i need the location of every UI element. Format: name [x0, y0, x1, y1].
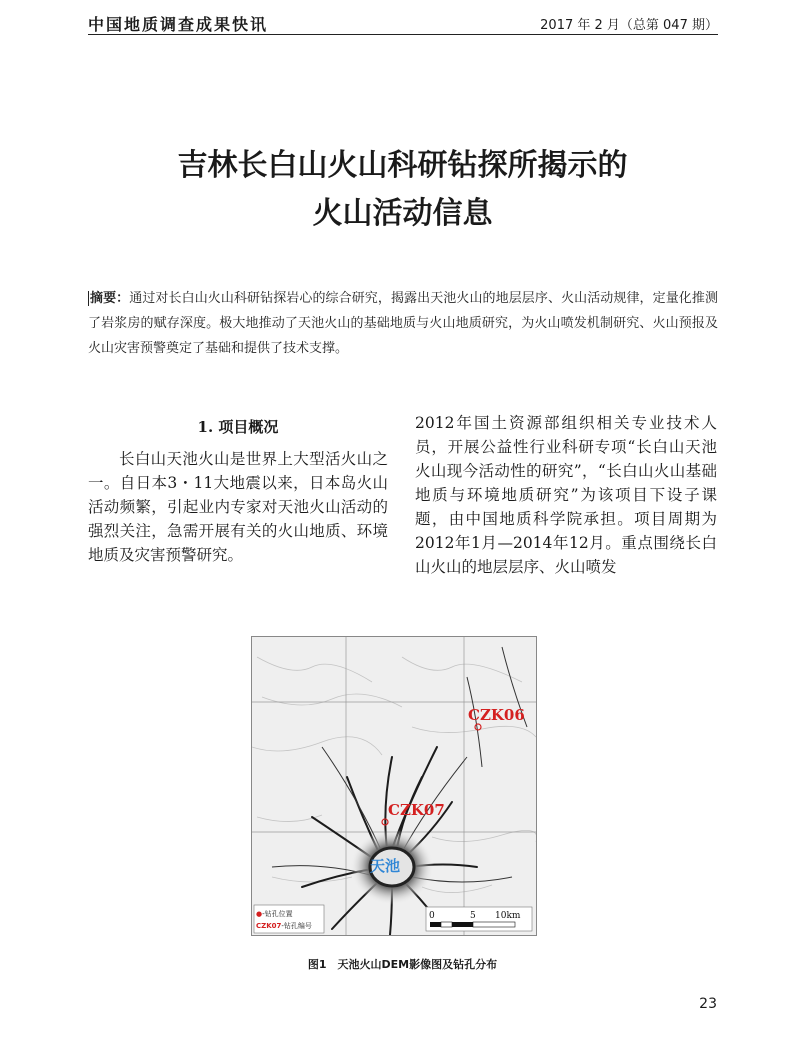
- issue-date: 2017 年 2 月（总第 047 期）: [540, 18, 718, 33]
- scale-label-10: 10km: [495, 911, 521, 921]
- journal-name: 中国地质调查成果快讯: [88, 15, 269, 34]
- scale-bar: [430, 922, 515, 927]
- figure-caption: 图1 天池火山DEM影像图及钻孔分布: [307, 958, 498, 971]
- page-header: [88, 12, 718, 35]
- dem-map-image: [252, 637, 536, 935]
- legend-code: CZK07: [256, 922, 282, 930]
- body-paragraph-1: 长白山天池火山是世界上大型活火山之一。自日本3・11大地震以来，日本岛火山活动频繁，引起业内专家对天池火山活动的强烈关注，急需开展有关的火山地质、环境地质及灾害预警研究。: [88, 450, 388, 564]
- scale-label-0: 0: [429, 911, 435, 921]
- scale-label-5: 5: [470, 911, 476, 921]
- left-column: [88, 415, 388, 567]
- abstract-label: 摘要：: [90, 291, 130, 306]
- body-paragraph-2: 2012年国土资源部组织相关专业技术人员，开展公益性行业科研专项“长白山天池火山现今活动性的研究”，“长白山火山基础地质与环境地质研究”为该项目下设子课题，由中国地质科学院承担。项目周期为2012年1月—2014年12月。重点围绕长白山火山的地层层序、火山喷发: [415, 414, 717, 576]
- dem-map-figure: [251, 636, 537, 936]
- article-title-line2: 火山活动信息: [312, 196, 493, 231]
- legend-code-text: -钻孔编号: [281, 922, 312, 930]
- abstract: [88, 286, 718, 361]
- czk07-label: CZK07: [388, 801, 445, 819]
- legend-borehole-symbol: ●: [256, 910, 263, 918]
- right-column: [415, 411, 717, 579]
- page-number: 23: [699, 996, 717, 1012]
- czk06-label: CZK06: [468, 706, 525, 724]
- article-title-line1: 吉林长白山火山科研钻探所揭示的: [177, 148, 628, 183]
- section-heading: 1. 项目概况: [197, 418, 279, 436]
- legend-borehole-text: -钻孔位置: [262, 910, 293, 918]
- abstract-text: 通过对长白山火山科研钻探岩心的综合研究，揭露出天池火山的地层层序、火山活动规律，定量化推测了岩浆房的赋存深度。极大地推动了天池火山的基础地质与火山地质研究，为火山喷发机制研究、火山预报及火山灾害预警奠定了基础和提供了技术支撑。: [88, 291, 718, 356]
- legend-row-2: [256, 921, 312, 930]
- legend-row-1: [256, 909, 293, 918]
- tianchi-lake-label: 天池: [370, 857, 401, 875]
